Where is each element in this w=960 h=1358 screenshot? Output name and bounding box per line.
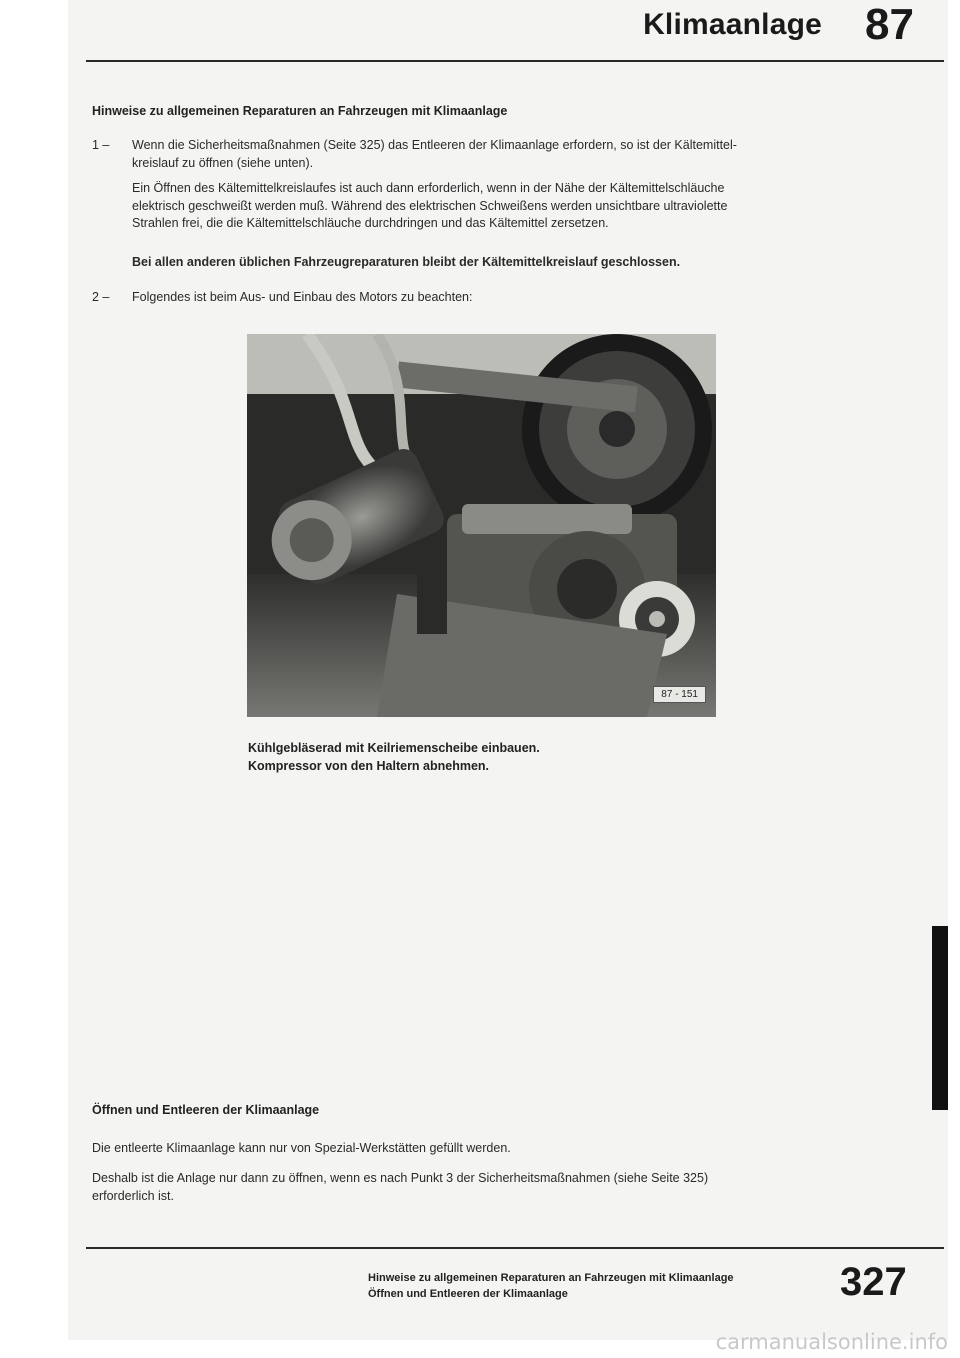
item-2-text: Folgendes ist beim Aus- und Einbau des Motors zu beachten:	[132, 290, 473, 304]
item-1-paragraph-2	[132, 180, 727, 233]
item-number-2: 2 –	[92, 290, 110, 304]
closed-circuit-note: Bei allen anderen üblichen Fahrzeugreparaturen bleibt der Kältemittelkreislauf geschlossen.	[132, 255, 681, 269]
opening-paragraph-2	[92, 1170, 708, 1205]
photo-illustration	[247, 334, 716, 717]
footer-line: Öffnen und Entleeren der Klimaanlage	[368, 1288, 568, 1300]
caption-line: Kühlgebläserad mit Keilriemenscheibe einbauen.	[248, 741, 540, 755]
header-rule	[86, 60, 944, 62]
chapter-thumb-tab	[932, 926, 948, 1110]
item-1-text	[132, 137, 737, 172]
engine-compressor-photo	[247, 334, 716, 717]
page-number: 327	[840, 1260, 907, 1304]
chapter-number: 87	[865, 0, 914, 49]
item-1-p2-line: Ein Öffnen des Kältemittelkreislaufes ist auch dann erforderlich, wenn in der Nähe der Kältemittelschläuche	[132, 181, 725, 195]
watermark: carmanualsonline.info	[715, 1330, 948, 1354]
section-heading-opening: Öffnen und Entleeren der Klimaanlage	[92, 1103, 320, 1117]
opening-p2-line: erforderlich ist.	[92, 1188, 174, 1203]
footer-rule	[86, 1247, 944, 1249]
opening-p2-line: Deshalb ist die Anlage nur dann zu öffnen, wenn es nach Punkt 3 der Sicherheitsmaßnahmen (siehe Seite 325)	[92, 1171, 709, 1185]
item-1-line: Wenn die Sicherheitsmaßnahmen (Seite 325) das Entleeren der Klimaanlage erfordern, so ist der Kältemittel-	[132, 138, 737, 152]
item-1-p2-line: Strahlen frei, die die Kältemittelschläuche durchdringen und das Kältemittel zersetzen.	[132, 216, 609, 230]
item-1-p2-line: elektrisch geschweißt werden muß. Während des elektrischen Schweißens werden unsichtbare ultraviolette	[132, 198, 728, 213]
caption-line: Kompressor von den Haltern abnehmen.	[248, 759, 490, 773]
footer-line: Hinweise zu allgemeinen Reparaturen an Fahrzeugen mit Klimaanlage	[368, 1272, 734, 1284]
figure-caption	[248, 739, 540, 775]
footer-section-list	[368, 1270, 734, 1302]
item-1-line: kreislauf zu öffnen (siehe unten).	[132, 155, 314, 170]
figure-label: 87 - 151	[653, 686, 706, 703]
item-number-1: 1 –	[92, 138, 110, 152]
opening-paragraph-1: Die entleerte Klimaanlage kann nur von Spezial-Werkstätten gefüllt werden.	[92, 1141, 511, 1155]
section-heading-repairs: Hinweise zu allgemeinen Reparaturen an Fahrzeugen mit Klimaanlage	[92, 104, 508, 118]
chapter-title: Klimaanlage	[643, 8, 822, 41]
